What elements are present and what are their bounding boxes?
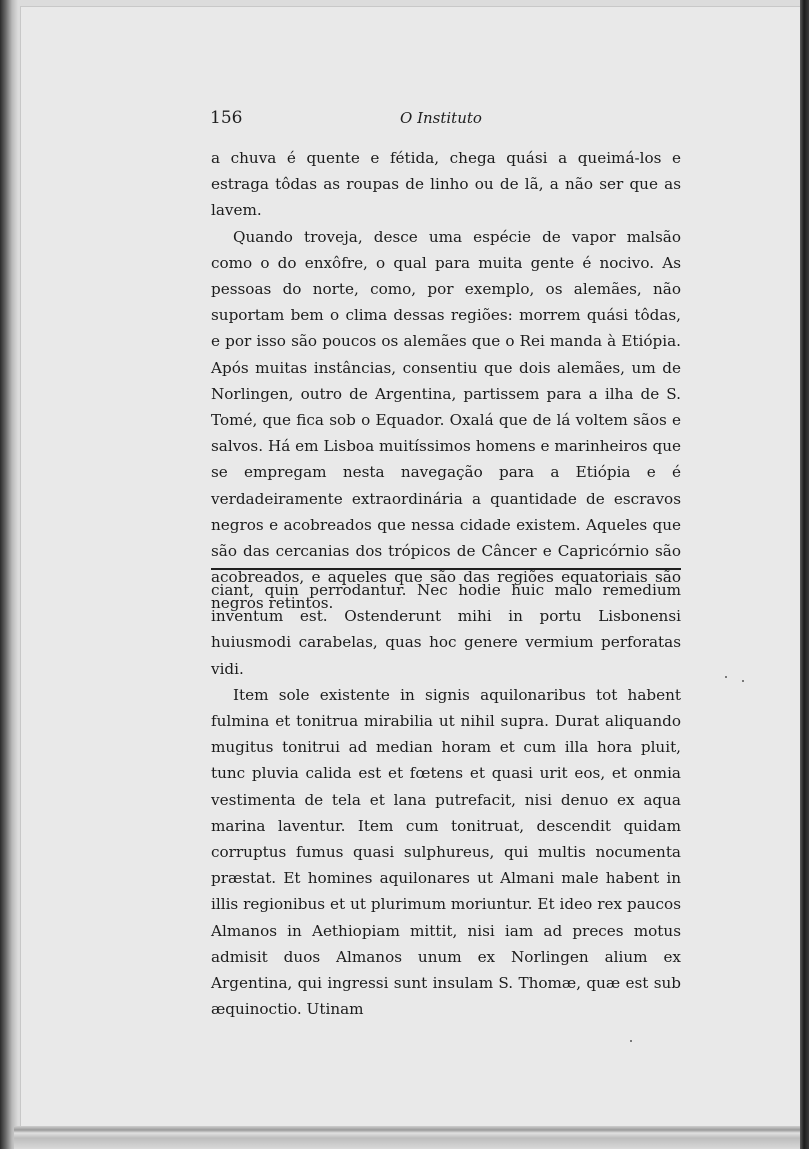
latin-paragraph-1: ciant, quin perrodantur. Nec hodie huic malo remedium inventum est. Ostenderunt mihi in portu Lisbonensi huiusmodi carabelas, quas hoc genere vermium perforatas vidi. bbox=[211, 581, 681, 678]
page-edge-right bbox=[800, 0, 809, 1149]
running-title: O Instituto bbox=[400, 109, 482, 127]
footnote-divider bbox=[211, 568, 681, 570]
scan-speck bbox=[725, 676, 727, 678]
latin-original bbox=[211, 577, 681, 1022]
scan-speck bbox=[630, 1040, 632, 1042]
portuguese-paragraph-2: Quando troveja, desce uma espécie de vapor malsão como o do enxôfre, o qual para muita gente é nocivo. As pessoas do norte, como, por exemplo, os alemães, não suportam bem o clima dessas regiões: morrem quási tôdas, e por isso são poucos os alemães que o Rei manda à Etiópia. Após muitas instâncias, consentiu que dois alemães, um de Norlingen, outro de Argentina, partissem para a ilha de S. Tomé, que fica sob o Equador. Oxalá que de lá voltem sãos e salvos. Há em Lisboa muitíssimos homens e marinheiros que se empregam nesta navegação para a Etiópia e é verdadeiramente extraordinária a quantidade de escravos negros e acobreados que nessa cidade existem. Aqueles que são das cercanias dos trópicos de Câncer e Capricórnio são acobreados, e aqueles que são das regiões equatoriais são negros retintos. bbox=[211, 227, 681, 613]
portuguese-translation bbox=[211, 145, 681, 617]
scan-speck bbox=[742, 680, 744, 682]
page-number: 156 bbox=[210, 108, 243, 128]
portuguese-paragraph-1: a chuva é quente e fétida, chega quási a queimá-los e estraga tôdas as roupas de linho ou de lã, a não ser que as lavem. bbox=[211, 149, 681, 220]
latin-paragraph-2: Item sole existente in signis aquilonaribus tot habent fulmina et tonitrua mirabilia ut nihil supra. Durat aliquando mugitus tonitrui ad median horam et cum illa hora pluit, tunc pluvia calida est et fœtens et quasi urit eos, et onmia vestimenta de tela et lana putrefacit, nisi denuo ex aqua marina laventur. Item cum tonitruat, descendit quidam corruptus fumus quasi sulphureus, qui multis nocumenta præstat. Et homines aquilonares ut Almani male habent in illis regionibus et ut plurimum moriuntur. Et ideo rex paucos Almanos in Aethiopiam mittit, nisi iam ad preces motus admisit duos Almanos unum ex Norlingen alium ex Argentina, qui ingressi sunt insulam S. Thomæ, quæ est sub æquinoctio. Utinam bbox=[211, 685, 681, 1019]
page-header bbox=[210, 108, 680, 132]
page-edge-bottom bbox=[14, 1126, 809, 1149]
